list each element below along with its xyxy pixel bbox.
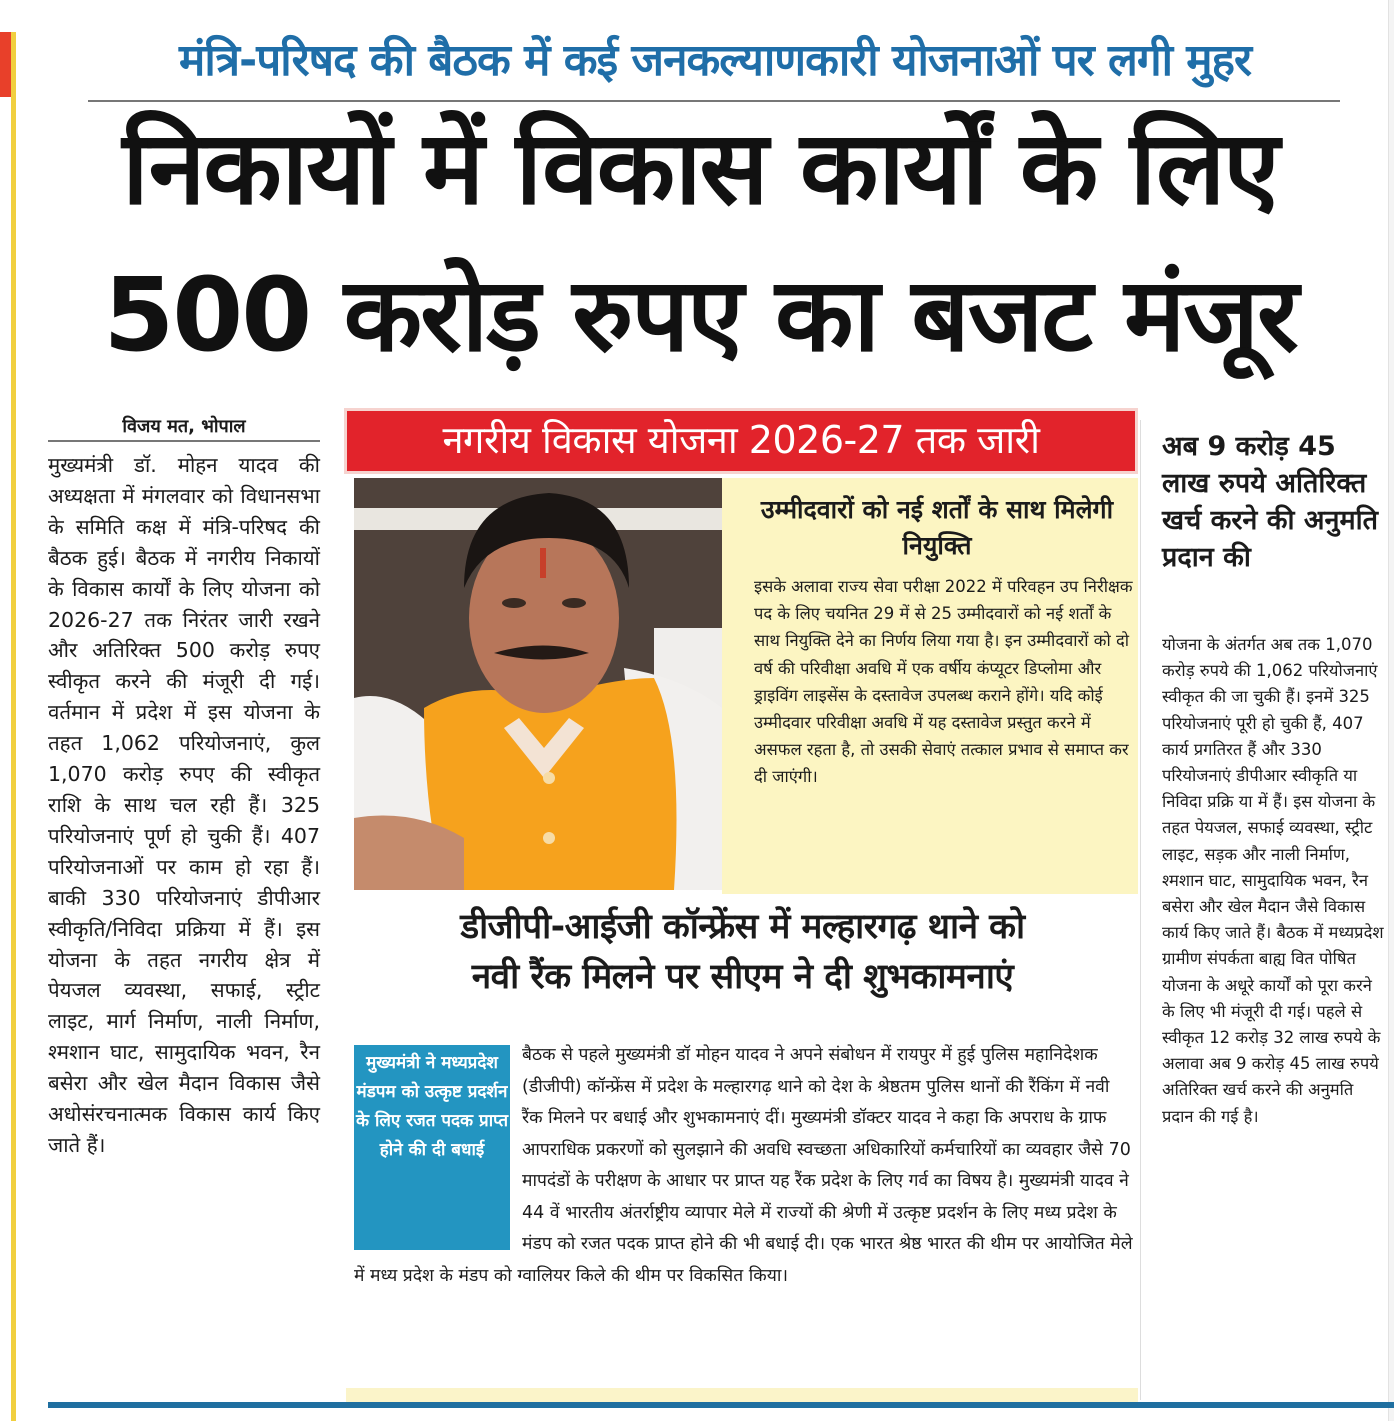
bottom-yellow-band: [346, 1388, 1138, 1402]
dgp-headline-line-2: नवी रैंक मिलने पर सीएम ने दी शुभकामनाएं: [471, 957, 1014, 997]
edge-red-strip: [0, 32, 11, 97]
dgp-headline-line-1: डीजीपी-आईजी कॉन्फ्रेंस में मल्हारगढ़ थाने को: [460, 907, 1025, 947]
portrait-photo: [354, 478, 722, 890]
main-headline-line-2: 500 करोड़ रुपए का बजट मंजूर: [103, 256, 1297, 375]
edge-yellow-strip: [11, 32, 16, 1421]
bottom-divider: [48, 1402, 1394, 1408]
callout-box: मुख्यमंत्री ने मध्यप्रदेश मंडपम को उत्कृष्ट प्रदर्शन के लिए रजत पदक प्राप्त होने की दी बधाई: [354, 1045, 510, 1250]
portrait-illustration: [354, 478, 722, 890]
kicker-headline: मंत्रि-परिषद की बैठक में कई जनकल्याणकारी योजनाओं पर लगी मुहर: [179, 35, 1251, 86]
page-edge-right: [1388, 0, 1394, 1421]
byline: विजय मत, भोपाल: [122, 416, 246, 437]
box-title: उम्मीदवारों को नई शर्तों के साथ मिलेगी नियुक्ति: [760, 495, 1114, 560]
byline-divider: [48, 440, 320, 442]
kicker-divider: [88, 100, 1340, 102]
column-divider: [1140, 420, 1141, 1400]
sidebar-box-appointments: [722, 478, 1138, 894]
box-body: इसके अलावा राज्य सेवा परीक्षा 2022 में परिवहन उप निरीक्षक पद के लिए चयनित 29 में से 25 उम्मीदवारों को नई शर्तों के साथ नियुक्ति देने का निर्णय लिया गया है। इन उम्मीदवारों को दो वर्ष की परिवीक्षा अवधि में एक वर्षीय कंप्यूटर डिप्लोमा और ड्राइविंग लाइसेंस के दस्तावेज उपलब्ध कराने होंगे। यदि कोई उम्मीदवार परिवीक्षा अवधि में यह दस्तावेज प्रस्तुत करने में असफल रहता है, तो उसकी सेवाएं तत्काल प्रभाव से समाप्त कर दी जाएंगी।: [754, 577, 1133, 787]
dgp-story-headline: [350, 902, 1135, 1002]
right-column-body: योजना के अंतर्गत अब तक 1,070 करोड़ रुपये की 1,062 परियोजनाएं स्वीकृत की जा चुकी हैं। इनमें 325 परियोजनाएं पूरी हो चुकी हैं, 407 कार्य प्रगतिरत हैं और 330 परियोजनाएं डीपीआर स्वीकृति या निविदा प्रक्रि या में हैं। इस योजना के तहत पेयजल, सफाई व्यवस्था, स्ट्रीट लाइट, सड़क और नाली निर्माण, श्मशान घाट, सामुदायिक भवन, रैन बसेरा और खेल मैदान जैसे विकास कार्य किए जाते हैं। बैठक में मध्यप्रदेश ग्रामीण संपर्कता बाह्य वित पोषित योजना के अधूरे कार्यों को पूरा करने के लिए भी मंजूरी दी गई। पहले से स्वीकृत 12 करोड़ 32 लाख रुपये के अलावा अब 9 करोड़ 45 लाख रुपये अतिरिक्त खर्च करने की अनुमति प्रदान की गई है।: [1162, 635, 1384, 1126]
section-banner: नगरीय विकास योजना 2026-27 तक जारी: [344, 408, 1138, 474]
left-column-body: मुख्यमंत्री डॉ. मोहन यादव की अध्यक्षता में मंगलवार को विधानसभा के समिति कक्ष में मंत्रि-परिषद की बैठक हुई। बैठक में नगरीय निकायों के विकास कार्यों के लिए योजना को 2026-27 तक निरंतर जारी रखने और अतिरिक्त 500 करोड़ रुपए स्वीकृत करने की मंजूरी दी गई। वर्तमान में प्रदेश में इस योजना के तहत 1,062 परियोजनाएं, कुल 1,070 करोड़ रुपए की स्वीकृत राशि के साथ चल रही हैं। 325 परियोजनाएं पूर्ण हो चुकी हैं। 407 परियोजनाओं पर काम हो रहा हैं। बाकी 330 परियोजनाएं डीपीआर स्वीकृति/निविदा प्रक्रिया में हैं। इस योजना के तहत नगरीय क्षेत्र में पेयजल व्यवस्था, सफाई, स्ट्रीट लाइट, मार्ग निर्माण, नाली निर्माण, श्मशान घाट, सामुदायिक भवन, रैन बसेरा और खेल मैदान विकास जैसे अधोसंरचनात्मक विकास कार्य किए जाते हैं।: [48, 453, 320, 1157]
main-headline-line-1: निकायों में विकास कार्यों के लिए: [122, 109, 1278, 228]
dgp-story-body: बैठक से पहले मुख्यमंत्री डॉ मोहन यादव ने अपने संबोधन में रायपुर में हुई पुलिस महानिदेशक (डीजीपी) कॉन्फ्रेंस में प्रदेश के मल्हारगढ़ थाने को देश के श्रेष्ठतम पुलिस थानों की रैंकिंग में नवी रैंक मिलने पर बधाई और शुभकामनाएं दीं। मुख्यमंत्री डॉक्टर यादव ने कहा कि अपराध के ग्राफ आपराधिक प्रकरणों को सुलझाने की अवधि स्वच्छता अधिकारियों कर्मचारियों का व्यवहार जैसे 70 मापदंडों के परीक्षण के आधार पर प्राप्त यह रैंक प्रदेश के लिए गर्व का विषय है। मुख्यमंत्री यादव ने 44 वें भारतीय अंतर्राष्ट्रीय व्यापार मेले में राज्यों की श्रेणी में उत्कृष्ट प्रदर्शन के लिए मध्य प्रदेश के मंडप को रजत पदक प्राप्त होने की भी बधाई दी। एक भारत श्रेष्ठ भारत की थीम पर आयोजित मेले में मध्य प्रदेश के मंडप को ग्वालियर किले की थीम पर विकसित किया।: [354, 1045, 1133, 1286]
right-column-headline: अब 9 करोड़ 45 लाख रुपये अतिरिक्त खर्च करने की अनुमति प्रदान की: [1162, 431, 1379, 573]
